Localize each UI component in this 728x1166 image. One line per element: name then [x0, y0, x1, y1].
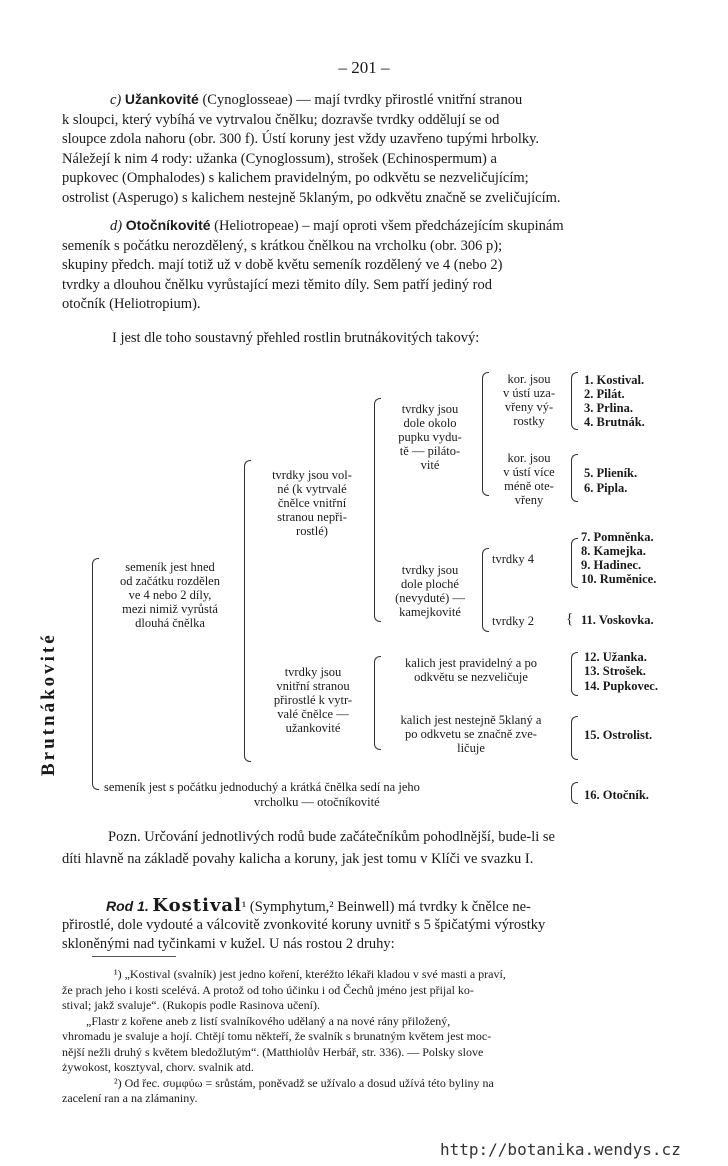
paragraph-otocnikovite: [62, 216, 676, 315]
brace-genera-12-14: [571, 652, 578, 696]
node-semenik-hned: semeník jest hned od začátku rozdělen ve 4 nebo 2 díly, mezi nimiž vyrůstá dlouhá čnělka: [120, 560, 220, 630]
node-tvrdky-2: tvrdky 2: [492, 614, 535, 628]
para-d-line: skupiny předch. mají totiž už v době květu semeník rozdělený ve 4 (nebo 2): [62, 257, 503, 273]
para-c-line: pupkovec (Omphalodes) s kalichem pravidelným, po odkvětu se nezveličujícím;: [62, 170, 529, 186]
note-line: díti hlavně na základě povahy kalicha a koruny, jak jest tomu v Klíči ve svazku I.: [62, 851, 534, 867]
footnotes: [62, 967, 668, 1107]
genus-item: 9. Hadinec.: [581, 558, 642, 572]
node-kor-uzavreny: kor. jsou v ústí uza- vřeny vý- rostky: [502, 372, 556, 428]
paragraph-uzankovite: [62, 90, 676, 208]
node-kor-otevreny: kor. jsou v ústí více méně ote- vřeny: [503, 451, 555, 507]
genus-item: 10. Ruměnice.: [581, 572, 657, 586]
para-c-line: k sloupci, který vybíhá ve vytrvalou čnělku; dozravše tvrdky oddělují se od: [62, 111, 500, 128]
node-vydute: tvrdky jsou dole okolo pupku vydu- tě — piláto- vité: [398, 402, 462, 472]
rod-line: přirostlé, dole vydouté a válcovitě zvonkovité koruny uvnitř s 5 špičatými výrostky: [62, 917, 546, 933]
brace-vydute: [482, 372, 489, 496]
genus-item: 8. Kamejka.: [581, 544, 646, 558]
genus-item: 12. Užanka.: [584, 650, 647, 664]
footnote-line: ²) Od řec. συμφύω = srůstám, poněvadž se užívalo a dosud užívá této byliny na: [114, 1075, 494, 1090]
para-c-line: (Cynoglosseae) — mají tvrdky přirostlé vnitřní stranou: [202, 92, 523, 108]
genus-item: 16. Otočník.: [584, 788, 649, 802]
genus-item: 7. Pomněnka.: [581, 530, 654, 544]
genus-item: 2. Pilát.: [584, 387, 625, 401]
para-c-line: Náležejí k nim 4 rody: užanka (Cynoglossum), strošek (Echinospermum) a: [62, 150, 497, 167]
para-d-label: d): [110, 218, 123, 234]
node-tvrdky-volne: tvrdky jsou vol- né (k vytrvalé čnělce vnitřní stranou nepři- rostlé): [272, 468, 352, 538]
rod-text: ¹ (Symphytum,² Beinwell) má tvrdky k čnělce ne-: [241, 899, 531, 915]
genus-item: 3. Prlina.: [584, 401, 633, 415]
footnote-line: nější nežli druhý s květem bledožlutým“. (Matthiolův Herbář, str. 336). — Polsky slove: [62, 1044, 484, 1059]
node-kalich-nestejne: kalich jest nestejně 5klaný a po odkvetu se značně zve- ličuje: [400, 713, 542, 755]
footnote-line: zacelení ran a na zlámaniny.: [62, 1091, 198, 1105]
brace-genera-5-6: [571, 454, 578, 502]
node-semenik-jednoduchy: semeník jest s počátku jednoduchý a krátká čnělka sedí na jeho: [104, 780, 420, 794]
footer-url[interactable]: http://botanika.wendys.cz: [440, 1140, 681, 1159]
footnote-line: že prach jeho i kosti scelévá. A protož od toho účinku i od Čechů jméno jest přijal ko-: [62, 982, 474, 997]
brace-genus-11: {: [566, 611, 574, 627]
brace-genera-7-10: [571, 538, 578, 588]
brace-root: [92, 558, 99, 790]
brace-genera-15: [571, 716, 578, 760]
footnote-line: vhromadu je svaluje a hojí. Chtějí tomu někteří, že svalník s brunatným květem jest moc-: [62, 1029, 492, 1043]
brace-genera-16: [571, 782, 578, 804]
footnote-line: „Flastr z kořene aneb z listí svalníkového udělaný a na nové rány přiložený,: [86, 1013, 451, 1028]
tree-root-label: Brutnákovité: [38, 632, 59, 776]
footnote-line: ¹) „Kostival (svalník) jest jedno koření, kteréžto lékaři kladou v své masti a praví,: [114, 967, 506, 981]
node-tvrdky-4: tvrdky 4: [492, 552, 535, 566]
rod-label: Rod 1.: [106, 898, 149, 914]
para-c-label: c): [110, 92, 122, 108]
para-c-line: sloupce zdola nahoru (obr. 300 f). Ústí koruny jest vždy uzavřeno tupými hrbolky.: [62, 131, 540, 147]
brace-ploche: [482, 548, 489, 632]
para-d-line: semeník s počátku nerozdělený, s krátkou čnělkou na vrcholku (obr. 306 p);: [62, 237, 503, 254]
rod-name: Kostival: [152, 895, 242, 916]
genus-item: 11. Voskovka.: [581, 613, 654, 627]
genus-item: 13. Strošek.: [584, 664, 646, 678]
genus-item: 14. Pupkovec.: [584, 679, 658, 693]
para-c-line: ostrolist (Asperugo) s kalichem nestejně 5klaným, po odkvětu značně se zveličujícím.: [62, 189, 561, 206]
node-kalich-pravidelny: kalich jest pravidelný a po odkvětu se nezveličuje: [405, 656, 537, 684]
rod-line: skloněnými nad tyčinkami v kužel. U nás rostou 2 druhy:: [62, 936, 395, 952]
node-prirostle: tvrdky jsou vnitřní stranou přirostlé k vytr- valé čnělce — užankovité: [273, 665, 353, 735]
para-d-line: (Heliotropeae) – mají oproti všem předcházejícím skupinám: [214, 218, 564, 234]
para-d-line: tvrdky a dlouhou čnělku vyrůstající mezi těmito díly. Sem patří jediný rod: [62, 276, 492, 293]
para-d-line: otočník (Heliotropium).: [62, 296, 201, 312]
genus-item: 5. Plieník.: [584, 466, 638, 480]
rod-heading: [106, 895, 531, 916]
footnote-rule: [92, 956, 176, 957]
page-number: – 201 –: [338, 58, 390, 77]
para-d-name: Otočníkovité: [125, 217, 211, 233]
genus-item: 4. Brutnák.: [584, 415, 645, 429]
overview-intro: I jest dle toho soustavný přehled rostlin brutnákovitých takový:: [112, 330, 480, 346]
note-line: Pozn. Určování jednotlivých rodů bude začátečníkům pohodlnější, bude-li se: [108, 829, 555, 845]
genus-item: 15. Ostrolist.: [584, 728, 653, 742]
footnote-line: żywokost, kosztyval, chorv. svalnik atd.: [62, 1060, 254, 1074]
genus-item: 6. Pipla.: [584, 481, 628, 495]
para-c-name: Užankovité: [124, 91, 199, 107]
node-vrcholku: vrcholku — otočníkovité: [254, 795, 380, 809]
node-ploche: tvrdky jsou dole ploché (nevyduté) — kamejkovité: [395, 563, 465, 619]
footnote-line: stival; jakž svaluje“. (Rukopis podle Rasinova učení).: [62, 998, 320, 1012]
brace-genera-1-4: [571, 372, 578, 430]
genus-item: 1. Kostival.: [584, 373, 645, 387]
